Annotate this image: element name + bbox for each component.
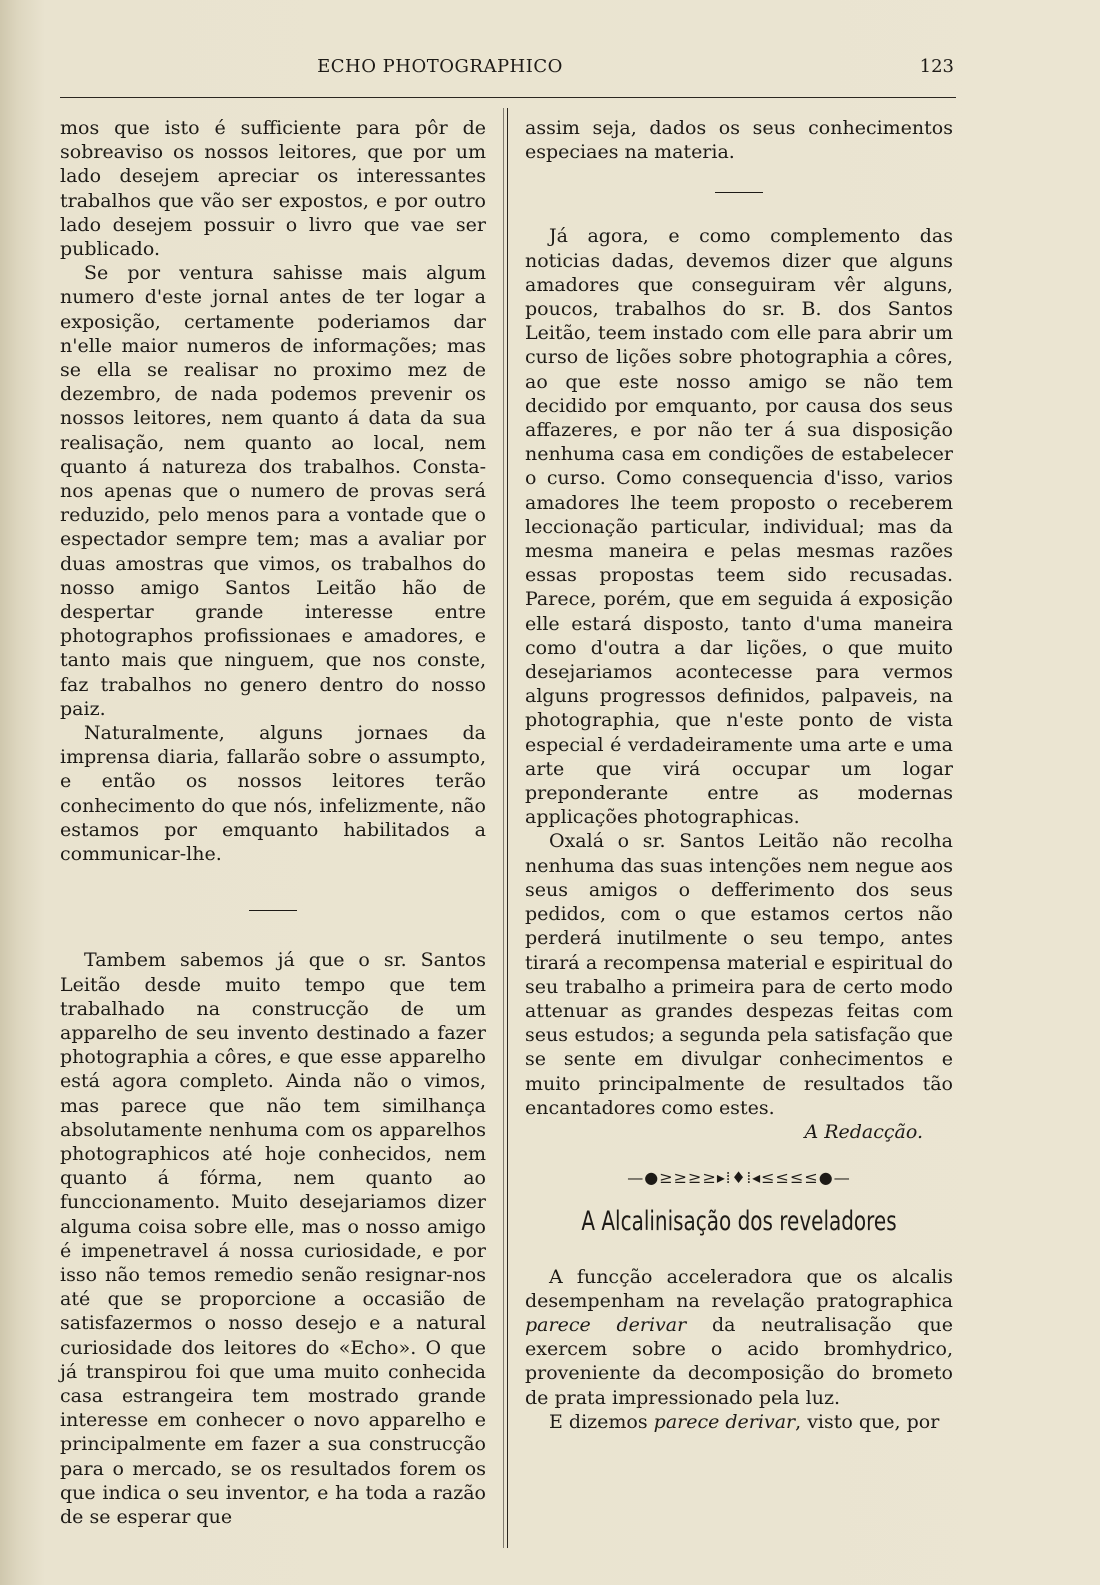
section-separator [60, 896, 486, 922]
left-paragraph-1: mos que isto é sufficiente para pôr de sobreaviso os nossos leitores, que por um lado desejem apreciar os interessantes trabalhos que vão ser expostos, e por outro lado desejem possuir o livro que vae ser publicado. [60, 117, 486, 261]
italic-phrase: parece derivar [653, 1410, 796, 1433]
text-run: E dizemos [549, 1410, 654, 1433]
right-paragraph-4 [525, 1265, 953, 1410]
right-paragraph-1: assim seja, dados os seus conhecimentos especiaes na materia. [525, 117, 953, 164]
column-divider [507, 108, 508, 1548]
right-paragraph-5 [525, 1410, 953, 1434]
header-rule [60, 97, 956, 98]
section-separator [525, 178, 953, 204]
right-paragraph-3: Oxalá o sr. Santos Leitão não recolha nenhuma das suas intenções nem negue aos seus amigos o defferimento dos seus pedidos, com o que estamos certos não perderá inutilmente o seu tempo, antes tirará a recompensa material e espiritual do seu trabalho a primeira para de certo modo attenuar as grandes despezas feitas com seus estudos; a segunda pela satisfação que se sente em divulgar conhecimentos e muito principalmente de resultados tão encantadores como estes. [525, 830, 953, 1119]
page-header [60, 56, 954, 84]
right-paragraph-2: Já agora, e como complemento das noticias dadas, devemos dizer que alguns amadores que conseguiram vêr alguns, poucos, trabalhos do sr. B. dos Santos Leitão, teem instado com elle para abrir um curso de lições sobre photographia a côres, ao que este nosso amigo se não tem decidido por emquanto, por causa dos seus affazeres, e por não ter á sua disposição nenhuma casa em condições de estabelecer o curso. Como consequencia d'isso, varios amadores lhe teem proposto o receberem leccionação particular, individual; mas da mesma maneira e pelas mesmas razões essas propostas teem sido recusadas. Parece, porém, que em seguida á exposição elle estará disposto, tanto d'uma maneira como d'outra a dar lições, o que muito desejariamos acontecesse para vermos alguns progressos definidos, palpaveis, na photographia, que n'este ponto de vista especial é verdadeiramente uma arte e uma arte que virá occupar um logar preponderante entre as modernas applicações photographicas. [525, 225, 953, 829]
left-column [60, 116, 486, 1529]
left-paragraph-4: Tambem sabemos já que o sr. Santos Leitão desde muito tempo que tem trabalhado na construcção de um apparelho de seu invento destinado a fazer photographia a côres, e que esse apparelho está agora completo. Ainda não o vimos, mas parece que não tem similhança absolutamente nenhuma com os apparelhos photographicos até hoje conhecidos, nem quanto á fórma, nem quanto ao funccionamento. Muito desejariamos dizer alguma coisa sobre elle, mas o nosso amigo é impenetravel á nossa curiosidade, e por isso não temos remedio senão resignar-nos até que se proporcione a occasião de satisfazermos o nosso desejo e a natural curiosidade dos leitores do «Echo». O que já transpirou foi que uma muito conhecida casa estrangeira tem mostrado grande interesse em conhecer o novo apparelho e principalmente em fazer a sua construcção para o mercado, se os resultados forem os que indica o seu inventor, e ha toda a razão de se esperar que [60, 949, 486, 1528]
article-title: A Alcalinisação dos reveladores [581, 1206, 897, 1238]
text-run: A funcção acceleradora que os alcalis desempenham na revelação pratographica [525, 1265, 953, 1312]
column-divider-shadow [503, 108, 504, 1548]
text-run: , visto que, por [795, 1410, 940, 1433]
ornamental-divider: —●≥≥≥≥▸⁞♦⁞◂≤≤≤≤●— [627, 1168, 851, 1188]
right-column [525, 116, 953, 1434]
left-paragraph-3: Naturalmente, alguns jornaes da imprensa diaria, fallarão sobre o assumpto, e então os nossos leitores terão conhecimento do que nós, infelizmente, não estamos por emquanto habilitados a communicar-lhe. [60, 722, 486, 866]
page-number: 123 [919, 56, 954, 77]
running-title: ECHO PHOTOGRAPHICO [317, 56, 563, 77]
signature: A Redacção. [804, 1120, 923, 1143]
italic-phrase: parece derivar [525, 1313, 687, 1336]
left-paragraph-2: Se por ventura sahisse mais algum numero d'este jornal antes de ter logar a exposição, certamente poderiamos dar n'elle maior numeros de informações; mas se ella se realisar no proximo mez de dezembro, de nada podemos prevenir os nossos leitores, nem quanto á data da sua realisação, nem quanto ao local, nem quanto á natureza dos trabalhos. Consta-nos apenas que o numero de provas será reduzido, pelo menos para a vontade que o espectador sempre tem; mas a avaliar por duas amostras que vimos, os trabalhos do nosso amigo Santos Leitão hão de despertar grande interesse entre photographos profissionaes e amadores, e tanto mais que ninguem, que nos conste, faz trabalhos no genero dentro do nosso paiz. [60, 262, 486, 720]
text-run: da neutralisação que exercem sobre o acido bromhydrico, proveniente da decomposição do brometo de prata impressionado pela luz. [525, 1313, 954, 1409]
